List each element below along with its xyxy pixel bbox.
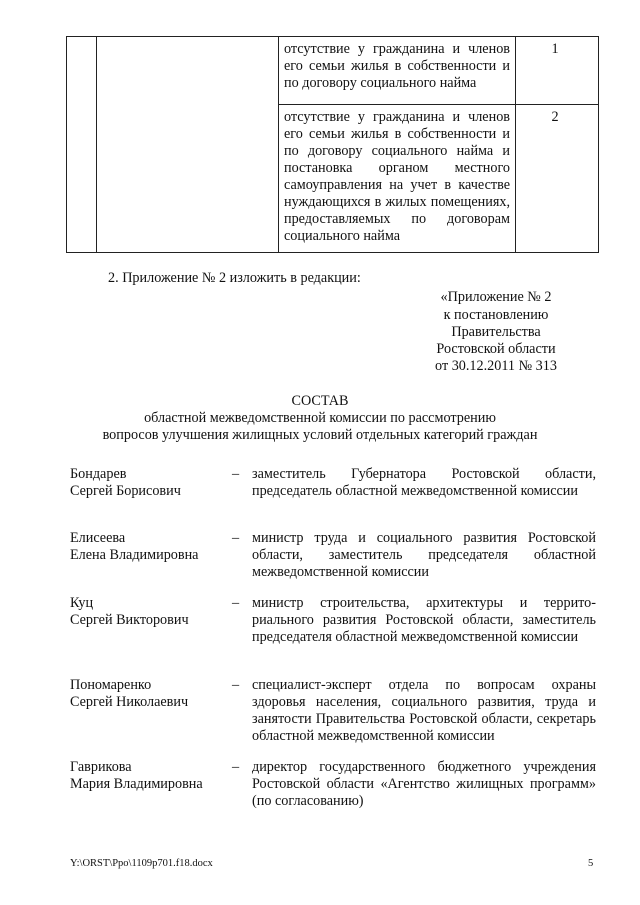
column-divider [515,36,516,253]
member-role: министр труда и социального развития Ростовской области, заместитель председателя областной межведомственной комиссии [252,530,596,580]
page-number: 5 [588,858,594,869]
member-given-name: Сергей Николаевич [70,694,189,710]
row-divider [278,104,599,105]
member-dash: – [232,466,240,482]
table-row-1-number: 1 [551,41,559,57]
member-surname: Пономаренко [70,677,152,693]
amendment-paragraph: 2. Приложение № 2 изложить в редакции: [108,270,361,286]
member-surname: Куц [70,595,94,611]
column-divider [96,36,97,253]
file-path: Y:\ORST\Ppo\1109p701.f18.docx [70,858,213,869]
column-divider [278,36,279,253]
appendix-line: к постановлению [443,307,549,323]
member-surname: Гаврикова [70,759,132,775]
appendix-line: Ростовской области [436,341,556,357]
requirements-table [66,36,599,253]
member-given-name: Сергей Викторович [70,612,189,628]
appendix-line: от 30.12.2011 № 313 [435,358,557,374]
member-role: специалист-эксперт отдела по вопросам охраны здоровья населения, социального развития, труда и занятости Правительства Ростовской области, секретарь областной межведомственной комиссии [252,677,596,744]
member-role: директор государственного бюджетного учреждения Ростовской области «Агентство жилищных программ» (по согласованию) [252,759,596,809]
appendix-line: «Приложение № 2 [440,289,552,305]
member-dash: – [232,530,240,546]
member-role: министр строительства, архитектуры и террито-риального развития Ростовской области, заместитель председателя областной межведомственной комиссии [252,595,596,645]
table-row-1-text: отсутствие у гражданина и членов его семьи жилья в собственности и по договору социального найма [284,41,510,91]
member-given-name: Елена Владимировна [70,547,199,563]
member-dash: – [232,595,240,611]
member-surname: Бондарев [70,466,127,482]
heading-title: СОСТАВ [291,393,349,409]
appendix-line: Правительства [451,324,541,340]
heading-subtitle: вопросов улучшения жилищных условий отдельных категорий граждан [102,427,538,443]
member-surname: Елисеева [70,530,126,546]
member-given-name: Сергей Борисович [70,483,181,499]
heading-subtitle: областной межведомственной комиссии по рассмотрению [144,410,496,426]
member-given-name: Мария Владимировна [70,776,203,792]
table-row-2-text: отсутствие у гражданина и членов его семьи жилья в собственности и по договору социального найма и постановка органом местного самоуправления на учет в качестве нуждающихся в жилых помещениях, предоставляемых по договорам социального найма [284,109,510,244]
member-dash: – [232,759,240,775]
table-row-2-number: 2 [551,109,559,125]
member-role: заместитель Губернатора Ростовской области, председатель областной межведомственной комиссии [252,466,596,499]
member-dash: – [232,677,240,693]
